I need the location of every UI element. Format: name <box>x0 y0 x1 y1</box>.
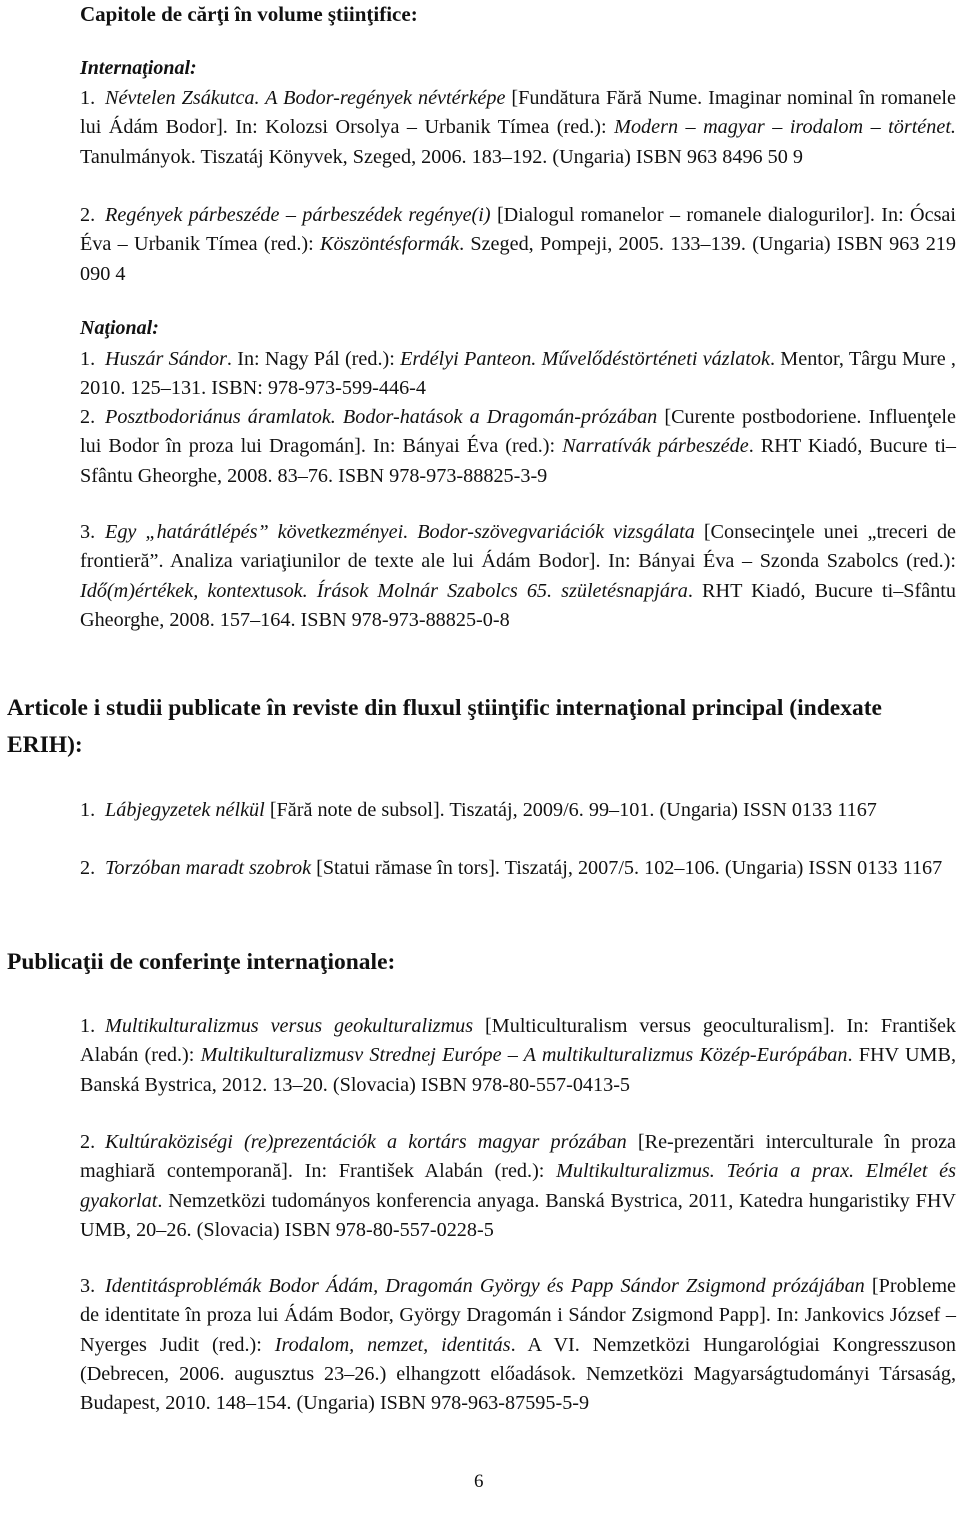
item-title: Egy „határátlépés” következményei. Bodor-szövegvariációk vizsgálata <box>105 521 695 543</box>
item-text: . In: Nagy Pál (red.): <box>226 348 401 370</box>
item-title: Huszár Sándor <box>105 348 227 370</box>
item-text: . A VI. Nemzetközi Hungarológiai Kongresszuson (Debrecen, 2006. augusztus 23–26.) elhangzott előadások. Nemzetközi Magyarságtudományi Társaság, Budapest, 2010. 148–154. (Ungaria) ISBN 978-963-87595-5-9 <box>80 1333 957 1415</box>
section-heading-chapters: Capitole de cărţi în volume ştiinţifice: <box>80 2 418 26</box>
item-text: . Nemzetközi tudományos konferencia anyaga. Banská Bystrica, 2011, Katedra hungaristiky FHV UMB, 20–26. (Slovacia) ISBN 978-80-557-0228-5 <box>80 1189 956 1241</box>
item-text: [Probleme de identitate în proza lui Ádám Bodor, György Dragomán i Sándor Zsigmond Papp]. In: Jankovics József – Nyerges Judit (red.): <box>80 1275 956 1356</box>
item-text: Tanulmányok. Tiszatáj Könyvek, Szeged, 2006. 183–192. (Ungaria) ISBN 963 8496 50 9 <box>80 145 804 168</box>
item-text: . Mentor, Târgu Mure , 2010. 125–131. ISBN: 978-973-599-446-4 <box>80 348 956 400</box>
item-text: . FHV UMB, Banská Bystrica, 2012. 13–20. (Slovacia) ISBN 978-80-557-0413-5 <box>80 1044 956 1096</box>
item-number: 2. <box>80 204 96 226</box>
item-number: 2. <box>80 1131 96 1153</box>
item-title: Kultúraköziségi (re)prezentációk a kortárs magyar prózában <box>105 1131 627 1153</box>
section-heading-conferences: Publicaţii de conferinţe internaţionale: <box>7 949 396 975</box>
item-text: [Fără note de subsol]. Tiszatáj, 2009/6. 99–101. (Ungaria) ISSN 0133 1167 <box>264 799 877 821</box>
item-volume: Idő(m)értékek, kontextusok. Írások Molnár Szabolcs 65. születésnapjára <box>80 579 688 602</box>
item-title: Multikulturalizmus versus geokulturalizmus <box>105 1015 474 1037</box>
item-volume: Narratívák párbeszéde <box>562 435 749 458</box>
item-volume: Multikulturalizmus. Teória a prax. Elmélet és gyakorlat <box>80 1160 956 1212</box>
item-text: [Curente postbodoriene. Influenţele lui Bodor în proza lui Dragomán]. In: Bányai Éva (red.): <box>80 406 956 458</box>
item-number: 3. <box>80 1275 96 1297</box>
item-volume: Multikulturalizmusv Strednej Európe – A multikulturalizmus Közép-Európában <box>200 1044 848 1067</box>
item-volume: Modern – magyar – irodalom – történet. <box>614 116 956 139</box>
item-text: [Fundătura Fără Nume. Imaginar nominal în romanele lui Ádám Bodor]. In: Kolozsi Orsolya – Urbanik Tímea (red.): <box>80 87 956 139</box>
subheading-national: Naţional: <box>80 317 159 339</box>
item-number: 1. <box>80 799 96 821</box>
item-title: Regények párbeszéde – párbeszédek regénye(i) <box>105 204 491 226</box>
item-text: [Dialogul romanelor – romanele dialogurilor]. In: Ócsai Éva – Urbanik Tímea (red.): <box>80 204 956 256</box>
page-number: 6 <box>474 1471 484 1492</box>
section-heading-articles: Articole i studii publicate în reviste din fluxul ştiinţific internaţional principal (indexate ERIH): <box>7 695 882 758</box>
item-number: 1. <box>80 1015 96 1037</box>
item-text: . RHT Kiadó, Bucure ti–Sfântu Gheorghe, 2008. 157–164. ISBN 978-973-88825-0-8 <box>80 579 956 631</box>
item-number: 2. <box>80 406 96 428</box>
item-text: [Re-prezentări interculturale în proza maghiară contemporană]. In: František Alabán (red.): <box>80 1131 956 1183</box>
subheading-international: Internaţional: <box>80 57 197 79</box>
item-number: 2. <box>80 857 96 879</box>
item-number: 1. <box>80 348 96 370</box>
item-title: Identitásproblémák Bodor Ádám, Dragomán György és Papp Sándor Zsigmond prózájában <box>105 1275 865 1297</box>
item-number: 3. <box>80 521 96 543</box>
item-number: 1. <box>80 87 96 109</box>
item-volume: Irodalom, nemzet, identitás <box>274 1333 511 1356</box>
item-title: Torzóban maradt szobrok <box>105 857 312 879</box>
item-volume: Erdélyi Panteon. Művelődéstörténeti vázlatok <box>400 348 770 370</box>
item-text: . Szeged, Pompeji, 2005. 133–139. (Ungaria) ISBN 963 219 090 4 <box>80 233 956 285</box>
item-title: Posztbodoriánus áramlatok. Bodor-hatások a Dragomán-prózában <box>105 406 658 428</box>
item-title: Névtelen Zsákutca. A Bodor-regények névtérképe <box>105 87 506 109</box>
item-text: [Statui rămase în tors]. Tiszatáj, 2007/5. 102–106. (Ungaria) ISSN 0133 1167 <box>311 857 943 879</box>
item-text: [Multiculturalism versus geoculturalism]. In: František Alabán (red.): <box>80 1015 957 1067</box>
item-volume: Köszöntésformák <box>319 233 460 256</box>
item-text: [Consecinţele unei „treceri de frontieră”. Analiza variaţiunilor de texte ale lui Ádám Bodor]. In: Bányai Éva – Szonda Szabolcs (red.): <box>80 521 956 573</box>
item-text: . RHT Kiadó, Bucure ti–Sfântu Gheorghe, 2008. 83–76. ISBN 978-973-88825-3-9 <box>80 435 957 487</box>
item-title: Lábjegyzetek nélkül <box>105 799 265 821</box>
